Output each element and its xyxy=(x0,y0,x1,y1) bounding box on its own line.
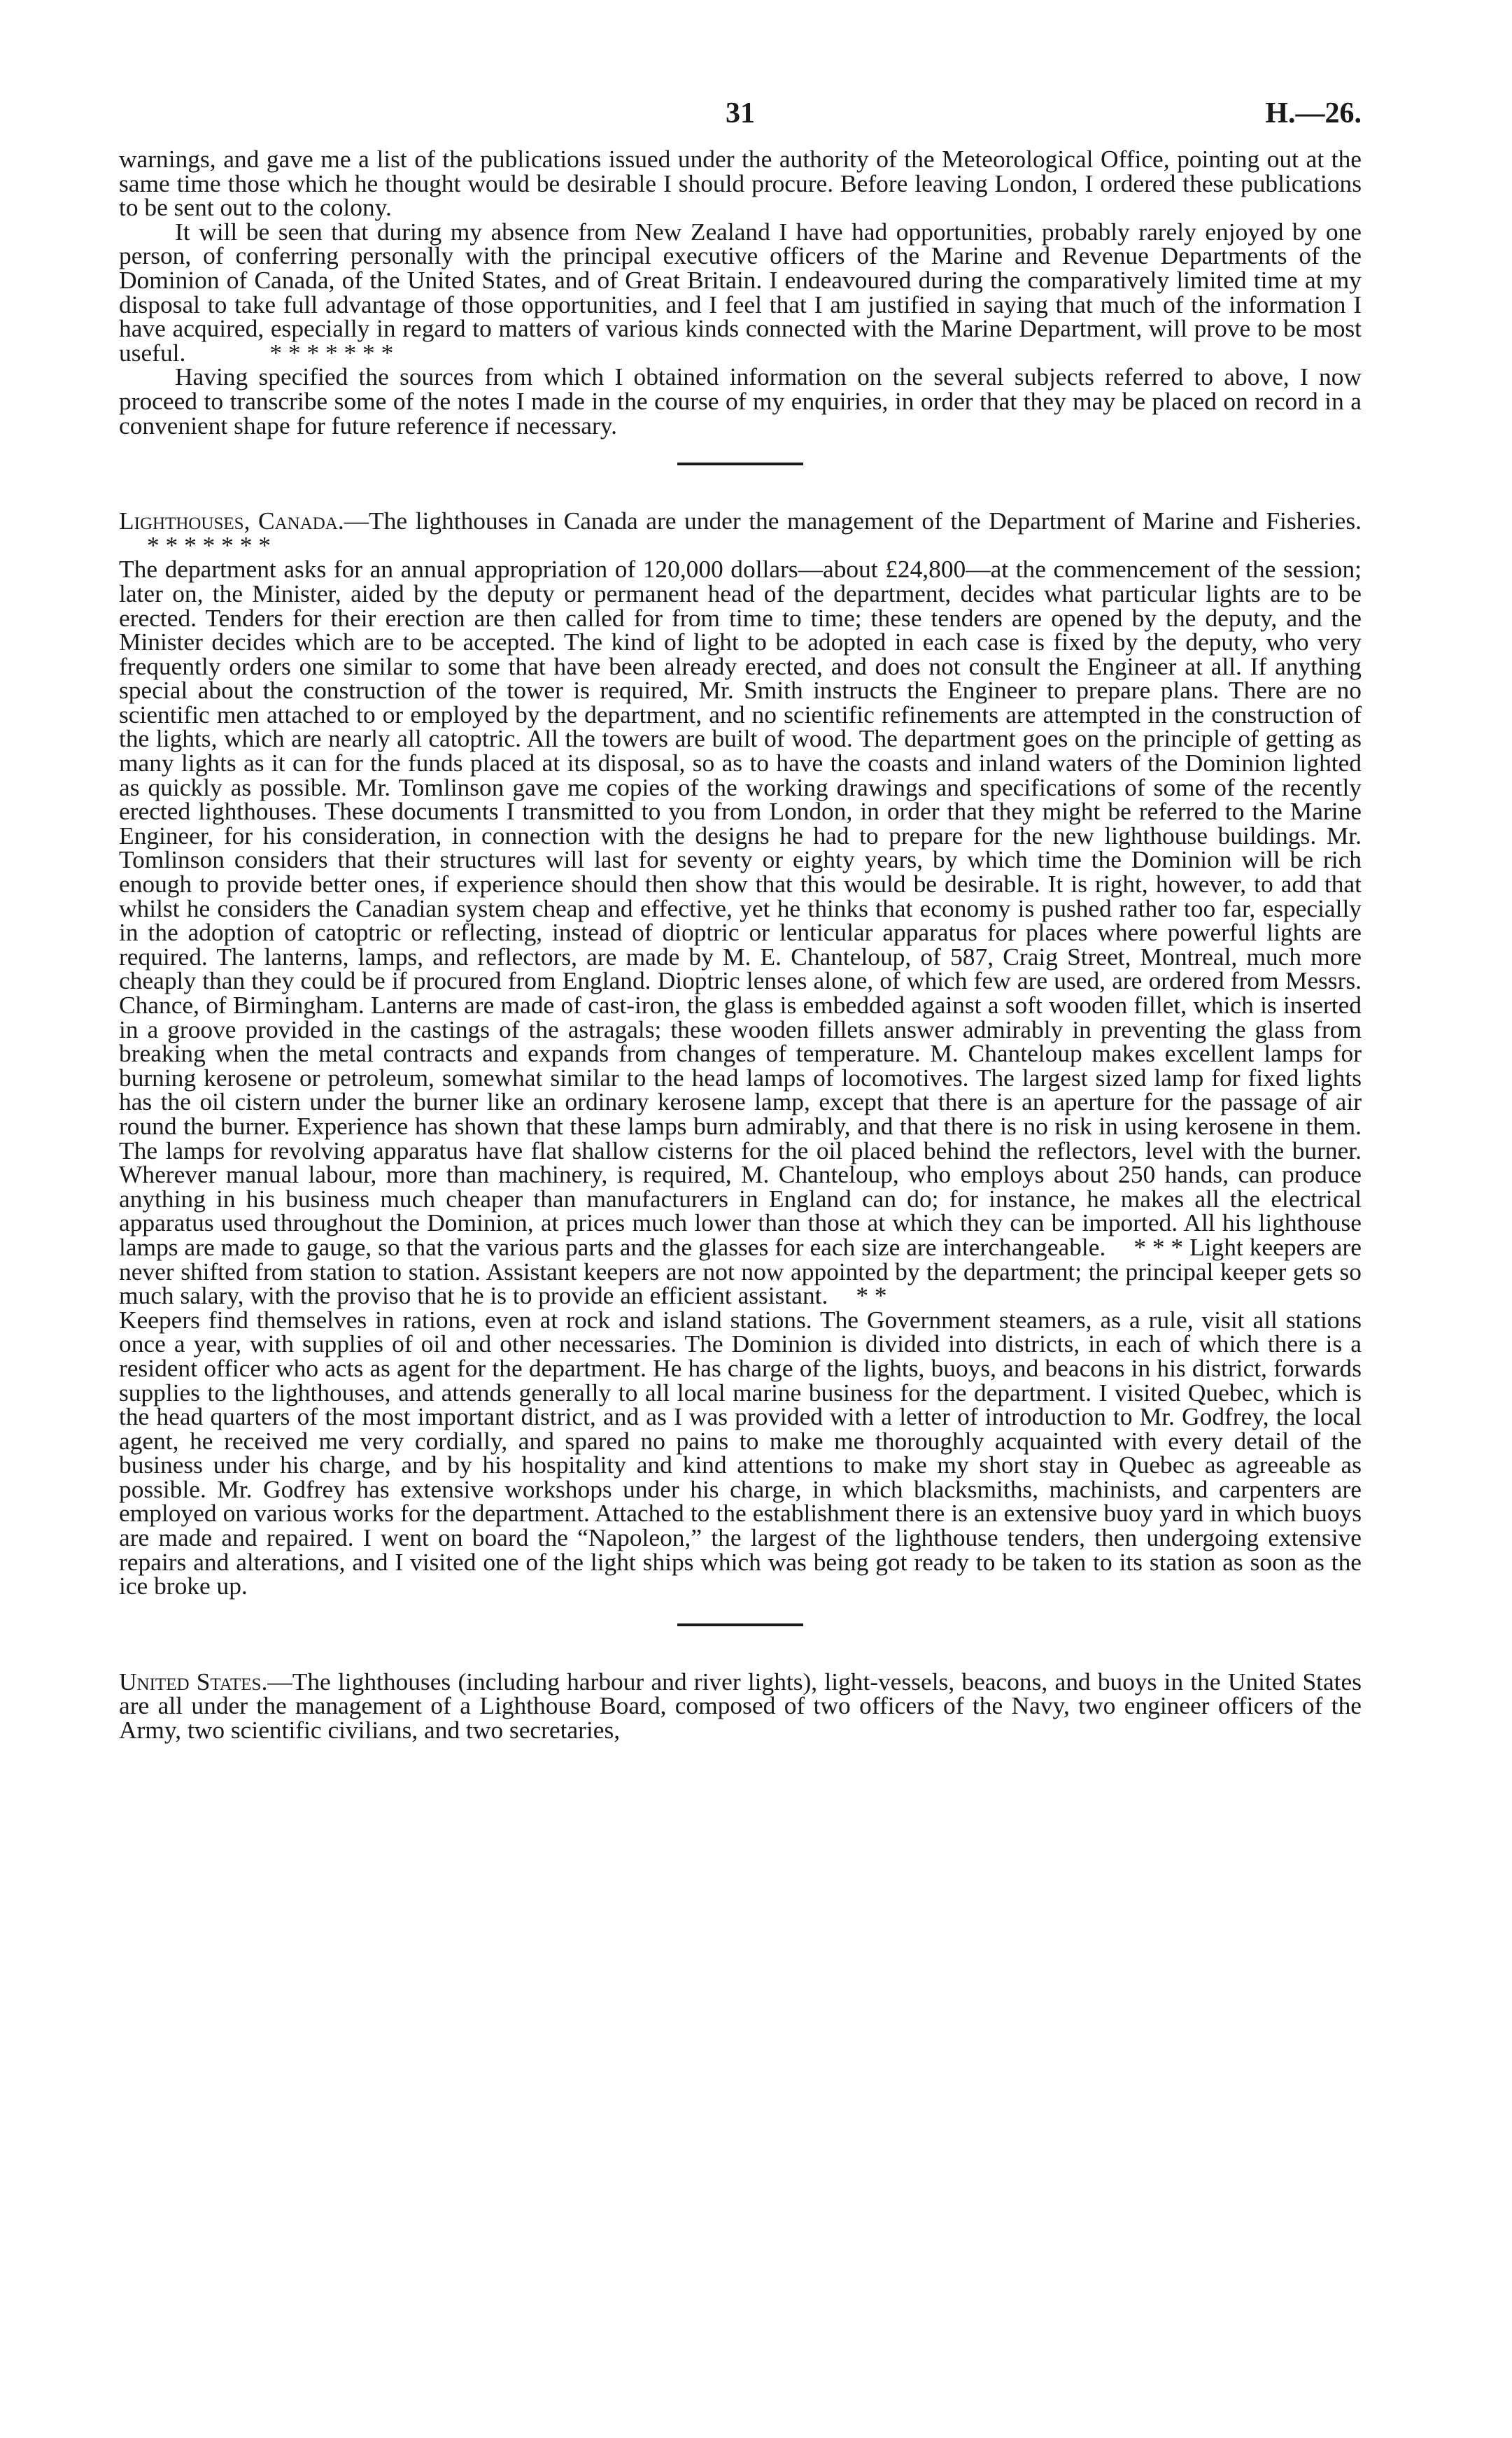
united-states-text: —The lighthouses (including harbour and river lights), light-vessels, beacons, and buoys in the United States are all under the management of a Lighthouse Board, composed of two officers of the Navy, two engineer officers of the Army, two scientific civilians, and two secretaries, xyxy=(119,1667,1362,1745)
ellipsis-stars: * * xyxy=(856,1281,887,1310)
canada-body-text-1: The department asks for an annual appropriation of 120,000 dollars—about £24,800—at the commencement of the session; later on, the Minister, aided by the deputy or permanent head of the department, decides what particular lights are to be erected. Tenders for their erection are then called for from time to time; these tenders are opened by the deputy, and the Minister decides which are to be accepted. The kind of light to be adopted in each case is fixed by the deputy, who very frequently orders one similar to some that have been already erected, and does not consult the Engineer at all. If anything special about the construction of the tower is required, Mr. Smith instructs the Engineer to prepare plans. There are no scientific men attached to or employed by the department, and no scientific refinements are attempted in the construction of the lights, which are nearly all catoptric. All the towers are built of wood. The department goes on the principle of getting as many lights as it can for the funds placed at its disposal, so as to have the coasts and inland waters of the Dominion lighted as quickly as possible. Mr. Tomlinson gave me copies of the working drawings and specifications of some of the recently erected lighthouses. These documents I transmitted to you from London, in order that they might be referred to the Marine Engineer, for his consideration, in connection with the designs he had to prepare for the new lighthouse buildings. Mr. Tomlinson considers that their structures will last for seventy or eighty years, by which time the Dominion will be rich enough to provide better ones, if experience should then show that this would be desirable. It is right, however, to add that whilst he considers the Canadian system cheap and effective, yet he thinks that economy is pushed rather too far, especially in the adoption of catoptric or reflecting, instead of dioptric or lenticular apparatus for places where powerful lights are required. The lanterns, lamps, and reflectors, are made by M. E. Chanteloup, of 587, Craig Street, Montreal, much more cheaply than they could be if procured from England. Dioptric lenses alone, of which few are used, are ordered from Messrs. Chance, of Birmingham. Lanterns are made of cast-iron, the glass is embedded against a soft wooden fillet, which is inserted in a groove provided in the castings of the astragals; these wooden fillets answer admirably in preventing the glass from breaking when the metal contracts and expands from changes of temperature. M. Chanteloup makes excellent lamps for burning kerosene or petroleum, somewhat similar to the head lamps of locomotives. The largest sized lamp for fixed lights has the oil cistern under the burner like an ordinary kerosene lamp, except that there is an aperture for the passage of air round the burner. Experience has shown that these lamps burn admirably, and that there is no risk in using kerosene in them. The lamps for revolving apparatus have flat shallow cisterns for the oil placed behind the reflectors, level with the burner. Wherever manual labour, more than machinery, is required, M. Chanteloup, who employs about 250 hands, can produce anything in his business much cheaper than manufacturers in England can do; for instance, he makes all the electrical apparatus used throughout the Dominion, at prices much lower than those at which they can be imported. All his lighthouse lamps are made to gauge, so that the various parts and the glasses for each size are interchangeable. xyxy=(119,555,1362,1261)
paper-reference: H.—26. xyxy=(1265,97,1362,129)
canada-section-lead xyxy=(119,509,1362,557)
intro-paragraph-2-text: It will be seen that during my absence from New Zealand I have had opportunities, probably rarely enjoyed by one person, of conferring personally with the principal executive officers of the Marine and Revenue Departments of the Dominion of Canada, of the United States, and of Great Britain. I endeavoured during the comparatively limited time at my disposal to take full advantage of those opportunities, and I feel that I am justified in saying that much of the information I have acquired, especially in regard to matters of various kinds connected with the Marine Department, will prove to be most useful. xyxy=(119,217,1362,367)
united-states-heading: United States. xyxy=(119,1667,268,1696)
intro-paragraph-2 xyxy=(119,217,1362,367)
united-states-section xyxy=(119,1667,1362,1745)
intro-paragraph-3: Having specified the sources from which I obtained information on the several subjects referred to above, I now proceed to transcribe some of the notes I made in the course of my enquiries, in order that they may be placed on record in a convenient shape for future reference if necessary. xyxy=(119,362,1362,439)
canada-lead-text: —The lighthouses in Canada are under the management of the Department of Marine and Fisheries. xyxy=(344,507,1362,535)
ellipsis-stars: * * * * * * * xyxy=(269,338,394,367)
page-number: 31 xyxy=(726,97,755,129)
ellipsis-stars: * * * xyxy=(1133,1232,1184,1261)
running-head xyxy=(119,91,1362,147)
canada-body-paragraph xyxy=(119,555,1362,1310)
ellipsis-stars: * * * * * * * xyxy=(147,530,271,559)
intro-paragraph-1: warnings, and gave me a list of the publications issued under the authority of the Meteorological Office, pointing out at the same time those which he thought would be desirable I should procure. Before leaving London, I ordered these publications to be sent out to the colony. xyxy=(119,145,1362,222)
canada-body-paragraph-2: Keepers find themselves in rations, even at rock and island stations. The Government steamers, as a rule, visit all stations once a year, with supplies of oil and other necessaries. The Dominion is divided into districts, in each of which there is a resident officer who acts as agent for the department. He has charge of the lights, buoys, and beacons in his district, forwards supplies to the lighthouses, and attends generally to all local marine business for the department. I visited Quebec, which is the head quarters of the most important district, and as I was provided with a letter of introduction to Mr. Godfrey, the local agent, he received me very cordially, and spared no pains to make me thoroughly acquainted with every detail of the business under his charge, and by his hospitality and kind attentions to make my short stay in Quebec as agreeable as possible. Mr. Godfrey has extensive workshops under his charge, in which blacksmiths, machinists, and carpenters are employed on various works for the department. Attached to the establishment there is an extensive buoy yard in which buoys are made and repaired. I went on board the “Napoleon,” the largest of the lighthouse tenders, then undergoing extensive repairs and alterations, and I visited one of the light ships which was being got ready to be taken to its station as soon as the ice broke up. xyxy=(119,1305,1362,1600)
canada-body-text-2: Light keepers are never shifted from station to station. Assistant keepers are not now appointed by the department; the principal keeper gets so much salary, with the proviso that he is to provide an efficient assistant. xyxy=(119,1232,1362,1310)
canada-section-heading: Lighthouses, Canada. xyxy=(119,507,344,535)
